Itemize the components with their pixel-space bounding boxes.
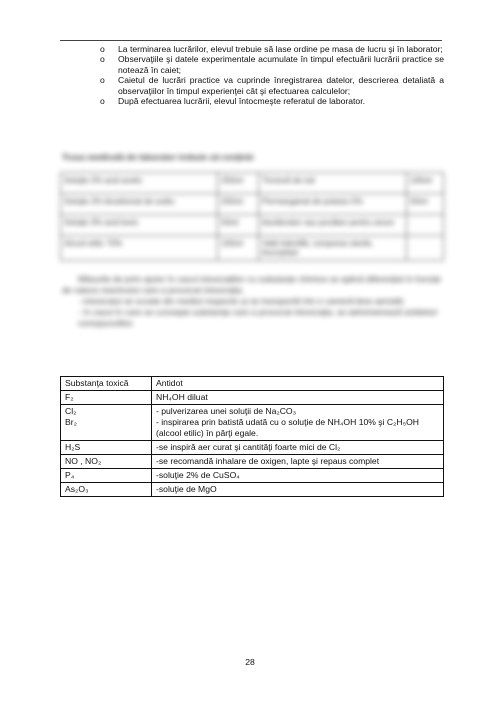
instruction-text: La terminarea lucrărilor, elevul trebuie să lase ordine pe masa de lucru şi în laborator;	[118, 44, 443, 54]
table-row	[61, 405, 444, 441]
table-cell: 100ml	[218, 236, 259, 261]
table-cell: Vată hidrofilă, comprese sterile, leucoplast	[259, 236, 407, 261]
table-cell: 250ml	[218, 194, 259, 215]
table-cell: Soluţie 3% acid boric	[61, 215, 218, 236]
blurred-section-title: Trusa medicală de laborator trebuie să conţină:	[62, 152, 255, 162]
bullet-marker: o	[100, 54, 105, 65]
table-row	[61, 194, 444, 215]
antidote-cell	[152, 469, 444, 483]
blurred-kit-table	[60, 172, 444, 261]
substance-text: Cl₂	[65, 406, 77, 416]
substance-cell	[61, 391, 152, 405]
antidote-text: -se inspiră aer curat şi cantităţi foarte mici de Cl₂	[156, 442, 341, 452]
antidote-cell	[152, 441, 444, 455]
substance-text: Br₂	[65, 417, 77, 427]
antidote-cell	[152, 405, 444, 441]
instruction-item	[100, 96, 444, 106]
substance-text: As₂O₃	[65, 484, 89, 494]
antidote-text: NH₄OH diluat	[156, 392, 208, 402]
antidote-text: - pulverizarea unei soluţii de Na₂CO₃	[156, 406, 297, 416]
table-row	[61, 469, 444, 483]
table-cell: Soluţie 2% bicarbonat de sodiu	[61, 194, 218, 215]
table-cell: Tinctură de iod	[259, 173, 407, 194]
antidote-text: -soluţie 2% de CuSO₄	[156, 470, 240, 480]
header-rule	[60, 40, 442, 41]
antidote-text: -soluţie de MgO	[156, 484, 217, 494]
table-cell: 50ml	[218, 215, 259, 236]
substance-text: H₂S	[65, 442, 81, 452]
bullet-marker: o	[100, 96, 105, 107]
substance-text: NO , NO₂	[65, 456, 102, 466]
instruction-item	[100, 54, 444, 75]
table-cell: 50ml	[407, 194, 444, 215]
toxic-antidote-table	[60, 376, 444, 497]
paragraph-text: Măsurile de prim ajutor în cazul intoxicaţiilor cu substanţe chimice se aplică diferenţiat în funcţie de natura reactivului care a provocat intoxicaţia.	[62, 274, 442, 295]
table-row	[61, 441, 444, 455]
table-cell: Permanganat de potasiu 5%	[259, 194, 407, 215]
table-row	[61, 236, 444, 261]
blurred-paragraph	[62, 274, 442, 329]
table-cell: 250ml	[218, 173, 259, 194]
table-row	[61, 173, 444, 194]
antidote-cell	[152, 455, 444, 469]
table-cell: 100ml	[407, 173, 444, 194]
instruction-list	[100, 44, 444, 106]
instruction-text: Caietul de lucrări practice va cuprinde înregistrarea datelor, descrierea detaliată a observaţiilor în timpul experienţei cât şi efectuarea calculelor;	[118, 75, 444, 96]
antidote-text: - inspirarea prin batistă udată cu o soluţie de NH₄OH 10% şi C₂H₅OH (alcool etilic) în părţi egale.	[156, 417, 419, 438]
table-cell: Alcool etilic 70%	[61, 236, 218, 261]
antidote-cell	[152, 391, 444, 405]
table-row	[61, 215, 444, 236]
table-row	[61, 391, 444, 405]
substance-cell	[61, 469, 152, 483]
page-number: 28	[245, 657, 255, 667]
table-row	[61, 483, 444, 497]
instruction-item	[100, 44, 444, 54]
table-cell: bisolterator sau pocăian pentru arsuri	[259, 215, 407, 236]
table-cell: Soluţie 2% acid acetic	[61, 173, 218, 194]
instruction-item	[100, 75, 444, 96]
instruction-text: După efectuarea lucrării, elevul întocmeşte referatul de laborator.	[118, 96, 365, 107]
substance-cell	[61, 455, 152, 469]
table-cell	[407, 215, 444, 236]
antidote-text: -se recomandă inhalare de oxigen, lapte şi repaus complet	[156, 456, 380, 466]
substance-text: F₂	[65, 392, 74, 402]
table-row	[61, 455, 444, 469]
bullet-marker: o	[100, 75, 105, 86]
instruction-text: Observaţiile şi datele experimentale acumulate în timpul efectuării lucrării practice se notează în caiet;	[118, 54, 444, 75]
list-item: - în cazul în care se cunoaşte substanţa care a provocat intoxicaţia, se administrează antidotul corespunzător.	[78, 307, 437, 328]
substance-text: P₄	[65, 470, 75, 480]
list-item: - intoxicatul se scoate din mediul respectiv şi se transportă într-o cameră bine aerisită;	[78, 296, 405, 306]
substance-cell	[61, 483, 152, 497]
substance-cell	[61, 405, 152, 441]
table-header-row	[61, 377, 444, 391]
substance-cell	[61, 441, 152, 455]
antidote-cell	[152, 483, 444, 497]
header-substance: Substanţa toxică	[61, 377, 152, 391]
table-cell	[407, 236, 444, 261]
bullet-marker: o	[100, 44, 105, 54]
header-antidote: Antidot	[152, 377, 444, 391]
